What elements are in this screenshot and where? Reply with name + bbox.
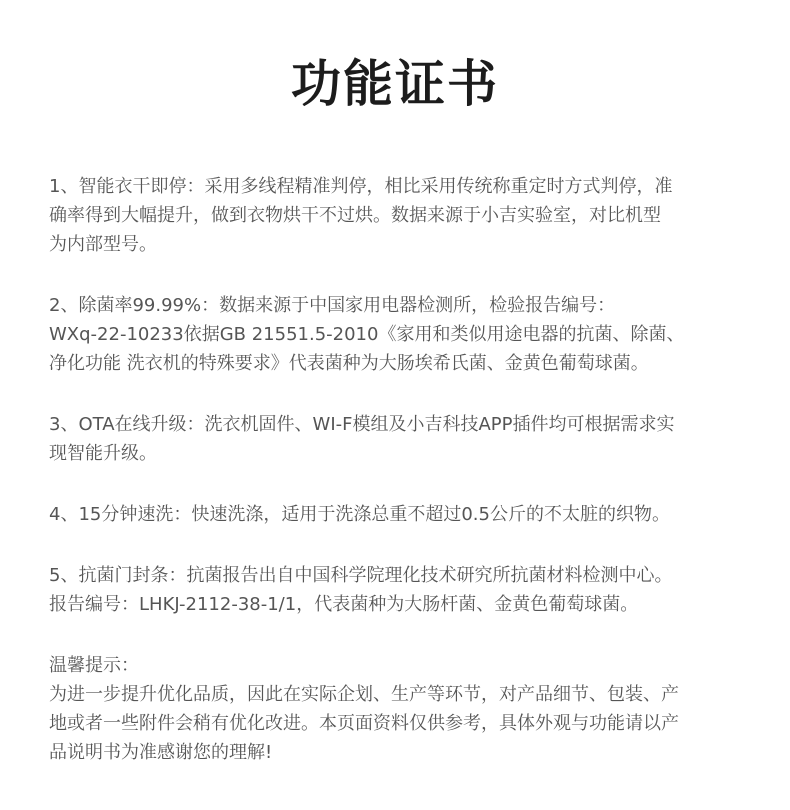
page-title: 功能证书 (291, 55, 499, 113)
tips-heading: 温馨提示： (49, 655, 139, 676)
paragraph-line: 确率得到大幅提升，做到衣物烘干不过烘。数据来源于小吉实验室，对比机型 (49, 205, 661, 226)
tips-line: 地或者一些附件会稍有优化改进。本页面资料仅供参考，具体外观与功能请以产 (49, 713, 679, 734)
paragraph-line: 1、智能衣干即停：采用多线程精准判停，相比采用传统称重定时方式判停，准 (49, 176, 673, 197)
feature-paragraph-3 (49, 410, 749, 468)
paragraph-line: 净化功能 洗衣机的特殊要求》代表菌种为大肠埃希氏菌、金黄色葡萄球菌。 (49, 353, 649, 374)
content-body (49, 172, 749, 767)
paragraph-line: WXq-22-10233依据GB 21551.5-2010《家用和类似用途电器的抗菌、除菌、 (49, 324, 685, 345)
paragraph-line: 现智能升级。 (49, 443, 157, 464)
tips-section (49, 651, 749, 767)
paragraph-line: 4、15分钟速洗：快速洗涤，适用于洗涤总重不超过0.5公斤的不太脏的织物。 (49, 504, 670, 525)
feature-paragraph-1 (49, 172, 749, 259)
tips-line: 为进一步提升优化品质，因此在实际企划、生产等环节，对产品细节、包装、产 (49, 684, 679, 705)
feature-paragraph-5 (49, 561, 749, 619)
paragraph-line: 为内部型号。 (49, 234, 157, 255)
tips-line: 品说明书为准感谢您的理解! (49, 742, 273, 763)
feature-paragraph-4 (49, 500, 749, 529)
paragraph-line: 5、抗菌门封条：抗菌报告出自中国科学院理化技术研究所抗菌材料检测中心。 (49, 565, 673, 586)
paragraph-line: 报告编号：LHKJ-2112-38-1/1，代表菌种为大肠杆菌、金黄色葡萄球菌。 (49, 594, 639, 615)
paragraph-line: 3、OTA在线升级：洗衣机固件、WI-F模组及小吉科技APP插件均可根据需求实 (49, 414, 675, 435)
paragraph-line: 2、除菌率99.99%：数据来源于中国家用电器检测所，检验报告编号： (49, 295, 616, 316)
feature-paragraph-2 (49, 291, 749, 378)
